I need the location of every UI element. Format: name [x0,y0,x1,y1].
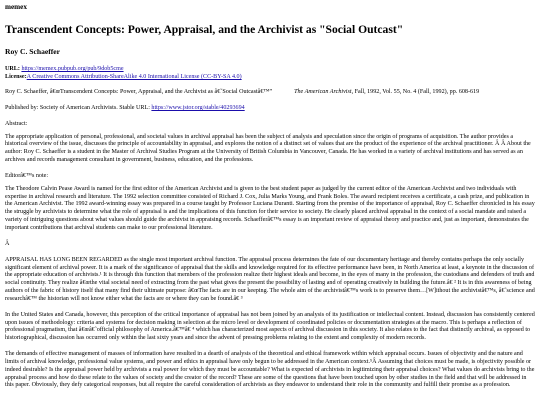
article-title: Transcendent Concepts: Power, Appraisal, and the Archivist as "Social Outcast" [5,23,404,36]
author-name: Roy C. Schaeffer [5,47,61,56]
citation-rest: , Fall, 1992, Vol. 55, No. 4 (Fall, 1992), pp. 608-619 [351,89,480,95]
publisher-text: Published by: Society of American Archivists. Stable URL: [5,104,152,111]
abstract-label: Abstract: [5,120,28,127]
jstor-link[interactable]: https://www.jstor.org/stable/40293694 [151,104,245,111]
body-paragraph-2: In the United States and Canada, however, this perception of the critical importance of appraisal has not been joined by an analysis of its justification or intellectual content. Instead, discussion has consistently centered upon issues of methodology: criteria and systems for decision making in selection at the micro level or development of coordinated policies or documentation strategies at the macro. This is perhaps a reflection of professional pragmatism, that â€œâ€˜official philosophy of America.â€™â€ ⁴ which has characterized most aspects of archival discussion in this society. It also relates to the fact that distinctly archival, as opposed to historiographical, discussion has occurred only within the last sixty years and since the advent of pressing problems relating to the extent and complexity of modern records. [5,311,535,342]
body-paragraph-3: The demands of effective management of masses of information have resulted in a dearth of analysis of the theoretical and ethical framework within which appraisal occurs. Issues of objectivity and the nature and limits of archival knowledge, professional value systems, and power and ethics in appraisal have only begun to be addressed in the American context.⁵Â Assuming that choices must be made, is objectivity possible or indeed desirable? Is the appraisal power held by archivists a real power for which they must be accountable? What is expected of archivists in legitimizing their appraisal choices? What values do archivists bring to the appraisal process and how do these relate to the values of society and the creator of the record? These are some of the questions that have been touched upon by other studies in the field and that will be addressed in this paper. Obviously, they defy categorical responses, but all require the careful consideration of archivists as they endeavor to understand their role in the community and fulfill their promise as a profession. [5,351,535,389]
metadata-block [5,65,535,81]
license-link[interactable]: A Creative Commons Attribution-ShareAlike 4.0 International License (CC-BY-SA 4.0) [26,74,242,80]
body-paragraph-1: APPRAISAL HAS LONG BEEN REGARDED as the single most important archival function. The appraisal process determines the fate of our documentary heritage and thereby contains perhaps the only socially significant element of archival power. It is a mark of the significance of appraisal that the skills and knowledge required for its effective performance have been, in North America at least, a keynote in the discussion of the appropriate education of archivists.¹ It is through this function that members of the profession realize their highest ideals and become, in the eyes of many in the profession, the custodians and defenders of truth and social continuity. They realize â€œthe vital societal need of extracting from the past what gives the present the possibility of lasting and of operating creatively in building the future.â€ ² It is in this awareness of being authors of the fabric of history itself that many find their ultimate purpose: â€œThe facts are in our keeping. The whole aim of the archivistâ€™s work is to preserve them…[W]ithout the archivistâ€™s, â€˜science and researchâ€™ the historian will not know either what the facts are or where they can be found.â€ ³ [5,256,535,302]
citation-main: Roy C. Schaeffer, â€œTranscendent Concepts: Power, Appraisal, and the Archivist as â€˜Social Outcastâ€™” [5,89,273,95]
citation [5,89,535,97]
license-label: License: [5,74,27,80]
editor-note-label: Editorâ€™s note: [5,172,49,179]
editor-note-text: The Theodore Calvin Pease Award is named for the first editor of the American Archivist and is given to the best student paper as judged by the current editor of the American Archivist and two individuals with expertise in archival research and literature. The 1992 selection committee consisted of Richard J. Cox, Julia Marks Young, and Frank Boles. The award recipient receives a certificate, a cash prize, and publication in the American Archivist. The 1992 award-winning essay was prepared in a course taught by Professor Luciana Duranti. Starting from the premise of the importance of appraisal, Roy C. Schaeffer chronicled in his essay the struggle by archivists to determine what the role of appraisal is and the implications of this function for their service to society. He clearly placed archival appraisal in the context of a social mandate and raised a variety of intriguing questions about what values should guide the archivist in appraising records. Schaefferâ€™s essay is an important review of appraisal theory and practice and, just as important, demonstrates the important contributions that archival students can make to our professional literature. [5,185,535,231]
publisher-line [5,105,535,113]
license-row [5,73,535,81]
article-url-link[interactable]: https://memex.pubpub.org/pub/9dob5cme [21,66,124,72]
stray-character: Â [5,240,10,247]
abstract-text: The appropriate application of personal, professional, and societal values in archival appraisal has been the subject of analysis and speculation since the origin of programs of acquisition. The author provides a historical overview of the issue, discusses the principle of accountability in appraisal, and explores the notion of a distinct set of values that are the product of the experience of the archival practitioner. Â Â About the author: Roy C. Schaeffer is a student in the Master of Archival Studies Program at the University of British Columbia in Vancouver, Canada. He has worked in a variety of archival institutions and has served as an archives and records management consultant in government, business, education, and the professions. [5,133,531,164]
citation-journal: The American Archivist [294,89,352,95]
url-row [5,65,535,73]
url-label: URL: [5,66,20,72]
site-name: memex [5,3,27,11]
